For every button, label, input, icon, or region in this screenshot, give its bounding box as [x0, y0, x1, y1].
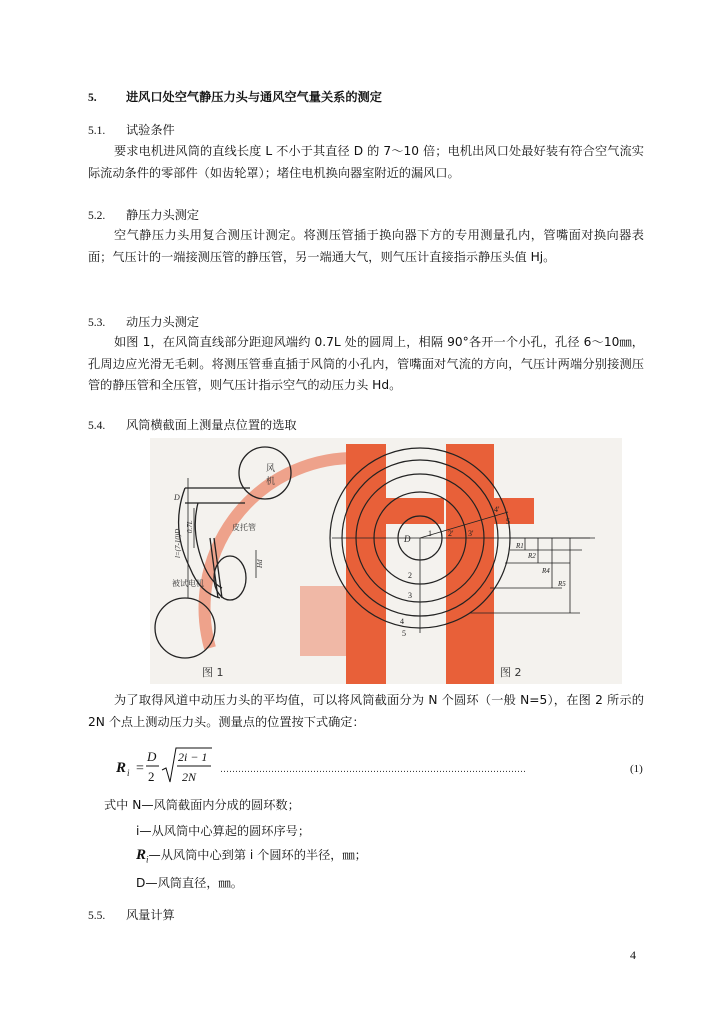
fig2-point-4c: 4	[400, 617, 404, 626]
section-5-4-text: 为了取得风道中动压力头的平均值，可以将风筒截面分为 N 个圆环（一般 N=5），在图 2 所示的 2N 个点上测动压力头。测量点的位置按下式确定：	[88, 693, 644, 729]
fig2-r1-label: R1	[516, 542, 524, 550]
fig2-r2-label: R2	[528, 552, 536, 560]
page-number: 4	[630, 948, 636, 962]
section-5-1-heading	[88, 121, 175, 138]
formula-tag: (1)	[630, 763, 643, 775]
section-title: 进风口处空气静压力头与通风空气量关系的测定	[126, 90, 382, 104]
fig2-point-5c: 5	[402, 629, 406, 638]
definition-r-sub: i	[146, 854, 149, 865]
definition-d: D—风筒直径，㎜。	[136, 876, 243, 890]
formula-denominator: 2	[148, 769, 155, 784]
fig1-length-label: l=(7-10)D	[174, 528, 182, 558]
figure-2-caption: 图 2	[500, 666, 522, 679]
section-5-3-heading	[88, 313, 199, 330]
formula-lhs: R	[116, 760, 127, 776]
formula-numerator: D	[147, 749, 157, 764]
fig2-point-5: 5	[506, 517, 510, 526]
definition-n: 式中 N—风筒截面内分成的圆环数；	[104, 798, 300, 812]
section-title: 动压力头测定	[126, 315, 200, 329]
fig2-point-3: 3'	[468, 529, 474, 538]
section-5-heading	[88, 88, 382, 105]
section-5-2-text: 空气静压力头用复合测压计测定。将测压管插于换向器下方的专用测量孔内，管嘴面对换向器表面；气压计的一端接测压管的静压管，另一端通大气，则气压计直接指示静压头值 Hj。	[88, 228, 644, 264]
section-5-1-text: 要求电机进风筒的直线长度 L 不小于其直径 D 的 7～10 倍；电机出风口处最好装有符合空气流实际流动条件的零部件（如齿轮罩）；堵住电机换向器室附近的漏风口。	[88, 144, 644, 180]
fig1-fan-label: 风	[266, 464, 276, 474]
fig2-r4-label: R4	[542, 567, 550, 575]
section-number: 5.2.	[88, 210, 106, 222]
formula-svg	[116, 742, 656, 792]
fig2-point-4: 4'	[494, 505, 500, 514]
fig2-point-2b: 2'	[448, 529, 454, 538]
formula-radicand-numerator: 2i − 1	[178, 750, 208, 764]
section-5-2-heading	[88, 206, 199, 223]
section-number: 5.5.	[88, 910, 106, 922]
definition-r-text: —从风筒中心到第 i 个圆环的半径，㎜；	[148, 848, 367, 862]
formula-equals: =	[136, 761, 144, 776]
fig1-hd-label: Hd	[256, 559, 264, 568]
figure-1-caption: 图 1	[202, 666, 224, 679]
section-5-3-text: 如图 1，在风筒直线部分距迎风端约 0.7L 处的圆周上，相隔 90°各开一个小孔，孔径 6～10㎜，孔周边应光滑无毛刺。将测压管垂直插于风筒的小孔内，管嘴面对气流的方向，气压计两端分别接测压管的静压管和全压管，则气压计指示空气的动压力头 Hd。	[88, 335, 644, 392]
definition-r	[136, 846, 367, 864]
fig1-motor-label: 被试电机	[172, 579, 204, 588]
fig2-point-2c: 2	[408, 571, 412, 580]
section-number: 5.	[88, 92, 97, 104]
fig1-tube-label: 皮托管	[232, 523, 256, 532]
figure-drawing	[150, 438, 622, 684]
section-title: 试验条件	[126, 123, 175, 137]
figure-1-2	[150, 438, 622, 684]
definition-r-symbol: R	[136, 847, 147, 863]
fig2-point-1: 1	[428, 529, 432, 538]
formula-radicand-denominator: 2N	[182, 770, 197, 784]
section-number: 5.4.	[88, 420, 106, 432]
section-5-4-heading	[88, 416, 297, 433]
fig2-r5-label: R5	[558, 580, 566, 588]
section-title: 风筒横截面上测量点位置的选取	[126, 418, 297, 432]
fig1-d-label: D	[174, 493, 180, 502]
section-5-5-heading	[88, 906, 175, 923]
fig2-d-label: D	[404, 534, 411, 544]
formula-lhs-sub: i	[127, 768, 130, 778]
section-number: 5.1.	[88, 125, 106, 137]
fig1-07l-label: 0.7L	[186, 520, 194, 533]
definition-i: i—从风筒中心算起的圆环序号；	[136, 824, 311, 838]
fig2-point-3c: 3	[408, 591, 412, 600]
section-title: 静压力头测定	[126, 208, 200, 222]
fig1-fan-label-2: 机	[266, 477, 276, 487]
formula-1	[116, 742, 656, 792]
formula-leader: …………………………………………………………………………………………	[220, 765, 526, 775]
section-number: 5.3.	[88, 317, 106, 329]
section-title: 风量计算	[126, 908, 175, 922]
